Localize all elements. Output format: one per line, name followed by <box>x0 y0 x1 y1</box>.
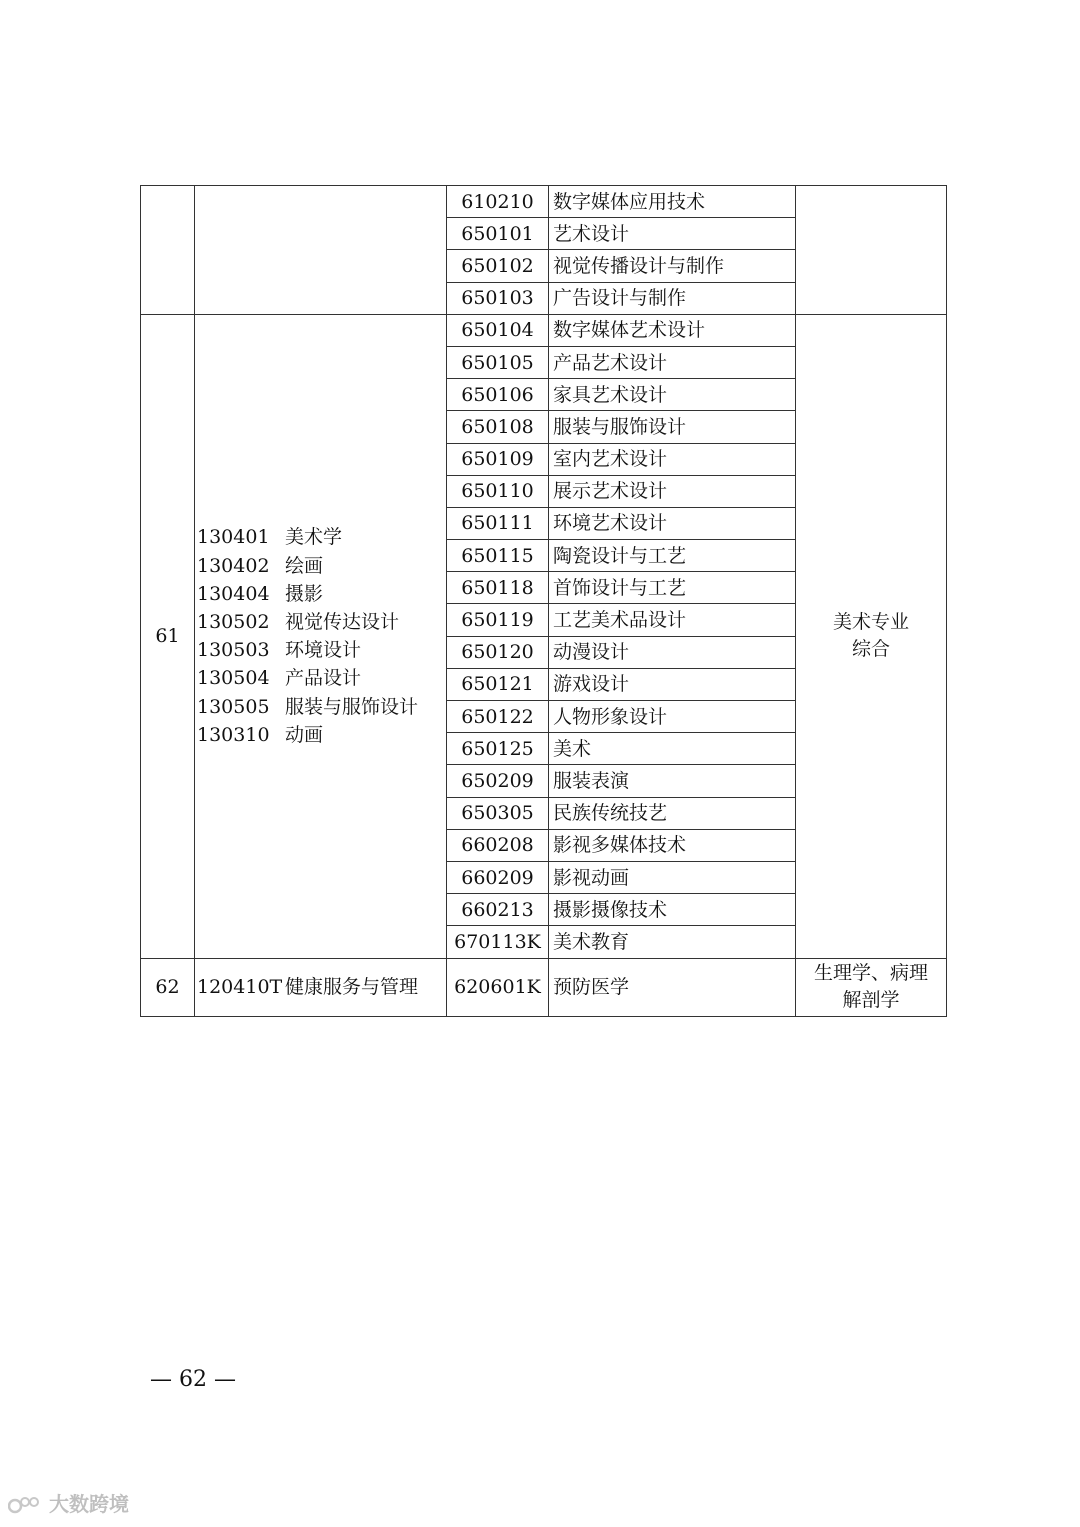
major-name-cell: 家具艺术设计 <box>549 379 796 411</box>
list-item <box>197 580 446 608</box>
major-name-cell: 动漫设计 <box>549 636 796 668</box>
watermark-logo-icon <box>8 1495 42 1517</box>
major-code-cell: 620601K <box>447 958 549 1016</box>
undergrad-major-cell <box>195 958 447 1016</box>
major-code-cell: 660213 <box>447 894 549 926</box>
exam-subject-cell <box>796 958 947 1016</box>
undergrad-name: 环境设计 <box>285 639 362 662</box>
exam-subject-line: 美术专业 <box>832 611 909 634</box>
undergrad-code: 120410T <box>197 976 283 998</box>
undergrad-name: 绘画 <box>285 554 324 577</box>
major-name-cell: 工艺美术品设计 <box>549 604 796 636</box>
major-name-cell: 服装与服饰设计 <box>549 411 796 443</box>
list-item <box>197 721 446 749</box>
major-code-cell: 650103 <box>447 282 549 314</box>
major-code-cell: 660209 <box>447 861 549 893</box>
list-item <box>197 664 446 692</box>
list-item <box>197 523 446 551</box>
major-name-cell: 环境艺术设计 <box>549 507 796 539</box>
undergrad-name: 视觉传达设计 <box>285 610 400 633</box>
major-name-cell: 广告设计与制作 <box>549 282 796 314</box>
major-name-cell: 预防医学 <box>549 958 796 1016</box>
table-row <box>141 314 947 346</box>
major-code-cell: 650101 <box>447 218 549 250</box>
major-code-cell: 650121 <box>447 668 549 700</box>
major-name-cell: 影视多媒体技术 <box>549 829 796 861</box>
exam-subject-cell <box>796 186 947 315</box>
major-name-cell: 民族传统技艺 <box>549 797 796 829</box>
watermark <box>8 1488 129 1517</box>
exam-subject-text <box>796 960 946 1014</box>
list-item <box>197 552 446 580</box>
major-name-cell: 陶瓷设计与工艺 <box>549 540 796 572</box>
major-name-cell: 数字媒体应用技术 <box>549 186 796 218</box>
undergrad-code: 130404 <box>197 582 270 605</box>
undergrad-code: 130310 <box>197 723 270 746</box>
row-number-cell: 62 <box>141 958 195 1016</box>
undergrad-name: 健康服务与管理 <box>285 976 419 998</box>
major-code-cell: 650104 <box>447 314 549 346</box>
major-code-cell: 650110 <box>447 475 549 507</box>
undergrad-major-list <box>197 523 446 749</box>
list-item <box>197 693 446 721</box>
table-row <box>141 186 947 218</box>
undergrad-name: 产品设计 <box>285 667 362 690</box>
major-name-cell: 室内艺术设计 <box>549 443 796 475</box>
major-code-cell: 650209 <box>447 765 549 797</box>
major-code-cell: 650115 <box>447 540 549 572</box>
major-code-cell: 650122 <box>447 701 549 733</box>
undergrad-name: 美术学 <box>285 526 343 549</box>
exam-subject-text <box>796 609 946 663</box>
major-code-cell: 650118 <box>447 572 549 604</box>
undergrad-name: 摄影 <box>285 582 324 605</box>
major-code-cell: 650120 <box>447 636 549 668</box>
major-name-cell: 艺术设计 <box>549 218 796 250</box>
list-item <box>197 608 446 636</box>
major-table <box>140 185 947 1017</box>
major-name-cell: 数字媒体艺术设计 <box>549 314 796 346</box>
major-code-cell: 650105 <box>447 346 549 378</box>
major-code-cell: 650111 <box>447 507 549 539</box>
exam-subject-line: 综合 <box>851 638 890 661</box>
major-code-cell: 650305 <box>447 797 549 829</box>
undergrad-code: 130502 <box>197 610 270 633</box>
major-name-cell: 首饰设计与工艺 <box>549 572 796 604</box>
major-name-cell: 美术 <box>549 733 796 765</box>
exam-subject-line: 解剖学 <box>842 989 900 1011</box>
table-row <box>141 958 947 1016</box>
undergrad-name: 动画 <box>285 723 324 746</box>
undergrad-code: 130504 <box>197 667 270 690</box>
undergrad-code: 130505 <box>197 695 270 718</box>
major-name-cell: 摄影摄像技术 <box>549 894 796 926</box>
undergrad-major-cell <box>195 186 447 315</box>
undergrad-code: 130401 <box>197 526 270 549</box>
major-code-cell: 650102 <box>447 250 549 282</box>
major-code-cell: 650125 <box>447 733 549 765</box>
major-name-cell: 视觉传播设计与制作 <box>549 250 796 282</box>
exam-subject-cell <box>796 314 947 958</box>
major-name-cell: 服装表演 <box>549 765 796 797</box>
undergrad-name: 服装与服饰设计 <box>285 695 419 718</box>
list-item <box>197 636 446 664</box>
row-number-cell <box>141 186 195 315</box>
major-code-cell: 650108 <box>447 411 549 443</box>
row-number-cell: 61 <box>141 314 195 958</box>
major-code-cell: 660208 <box>447 829 549 861</box>
page-number: — 62 — <box>150 1367 236 1392</box>
undergrad-code: 130402 <box>197 554 270 577</box>
watermark-text: 大数跨境 <box>48 1492 129 1516</box>
major-code-cell: 650119 <box>447 604 549 636</box>
undergrad-code: 130503 <box>197 639 270 662</box>
major-name-cell: 美术教育 <box>549 926 796 958</box>
major-code-cell: 650106 <box>447 379 549 411</box>
major-name-cell: 影视动画 <box>549 861 796 893</box>
undergrad-major-cell <box>195 314 447 958</box>
major-name-cell: 展示艺术设计 <box>549 475 796 507</box>
major-name-cell: 产品艺术设计 <box>549 346 796 378</box>
major-code-cell: 670113K <box>447 926 549 958</box>
major-name-cell: 游戏设计 <box>549 668 796 700</box>
major-name-cell: 人物形象设计 <box>549 701 796 733</box>
major-code-cell: 650109 <box>447 443 549 475</box>
exam-subject-line: 生理学、病理 <box>813 962 928 984</box>
major-code-cell: 610210 <box>447 186 549 218</box>
